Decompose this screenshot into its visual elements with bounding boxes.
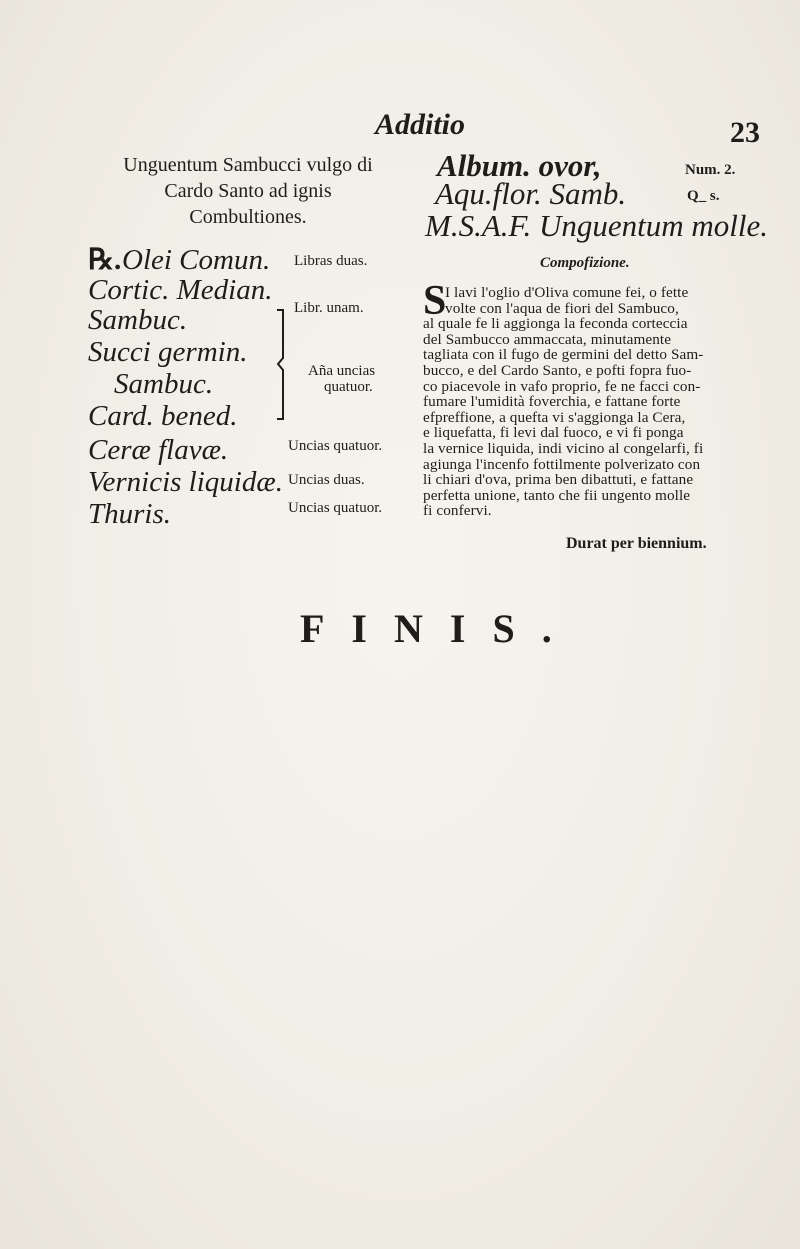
page-number: 23 — [730, 116, 760, 149]
heading-line: Aqu.flor. Samb. — [435, 176, 627, 211]
section-label: Compofizione. — [540, 255, 630, 271]
quantity: Uncias duas. — [288, 472, 365, 488]
recipe-title-line: Combultiones. — [189, 206, 307, 228]
heading-note: Q_ s. — [687, 188, 720, 204]
finis-heading: FINIS. — [300, 606, 579, 651]
rx-symbol: ℞. — [88, 244, 122, 276]
text-line: tagliata con il fugo de germini del detto Sam- — [423, 346, 704, 364]
quantity: Aña uncias — [308, 363, 376, 379]
drop-cap: S — [423, 278, 447, 324]
text-line: la vernice liquida, indi vicino al congelarfi, fi — [423, 439, 704, 457]
text-line: volte con l'aqua de fiori del Sambuco, — [445, 299, 679, 317]
ingredient: Vernicis liquidæ. — [88, 466, 283, 498]
quantity: Uncias quatuor. — [288, 438, 383, 454]
text-line: perfetta unione, tanto che fii ungento molle — [423, 486, 691, 504]
text-line: agiunga l'incenfo fottilmente polverizato con — [423, 455, 701, 473]
text-line: I lavi l'oglio d'Oliva comune fei, o fette — [445, 284, 689, 301]
quantity: Libras duas. — [294, 253, 368, 269]
recipe-list — [88, 245, 418, 535]
running-title: Additio — [375, 108, 466, 141]
body-paragraph — [423, 278, 788, 520]
text-line: del Sambucco ammaccata, minutamente — [423, 330, 672, 348]
brace-glyph — [275, 308, 287, 421]
ingredient: Sambuc. — [88, 304, 188, 336]
ingredient: Olei Comun. — [122, 244, 271, 276]
text-line: fumare l'umidità foverchia, e fattane forte — [423, 393, 681, 411]
text-line: e liquefatta, fi levi dal fuoco, e vi fi ponga — [423, 424, 684, 442]
heading-line: Album. ovor, — [437, 148, 602, 183]
text-line: bucco, e del Cardo Santo, e pofti fopra fuo- — [423, 361, 692, 379]
heading-line: M.S.A.F. Unguentum molle. — [425, 208, 768, 243]
ingredient: Thuris. — [88, 498, 172, 530]
ingredient: Cortic. Median. — [88, 274, 273, 306]
text-line: al quale fe li aggionga la feconda corteccia — [423, 315, 688, 333]
text-line: co piacevole in vafo proprio, fe ne facci con- — [423, 377, 701, 395]
text-line: fi confervi. — [423, 502, 492, 520]
text-line: efpreffione, a quefta vi s'aggionga la Cera, — [423, 408, 686, 426]
quantity: quatuor. — [324, 379, 373, 395]
heading-note: Num. 2. — [685, 162, 736, 178]
text-line: li chiari d'ova, prima ben dibattuti, e fattane — [423, 471, 694, 489]
quantity: Uncias quatuor. — [288, 500, 383, 516]
recipe-title-line: Cardo Santo ad ignis — [164, 180, 332, 202]
ingredient: Sambuc. — [114, 368, 214, 400]
recipe-title-line: Unguentum Sambucci vulgo di — [123, 154, 373, 176]
recipe-title — [88, 152, 408, 230]
ingredient: Succi germin. — [88, 336, 248, 368]
quantity: Libr. unam. — [294, 300, 364, 316]
ingredient: Card. bened. — [88, 400, 238, 432]
ingredient: Ceræ flavæ. — [88, 434, 229, 466]
durat-line: Durat per biennium. — [566, 535, 707, 552]
